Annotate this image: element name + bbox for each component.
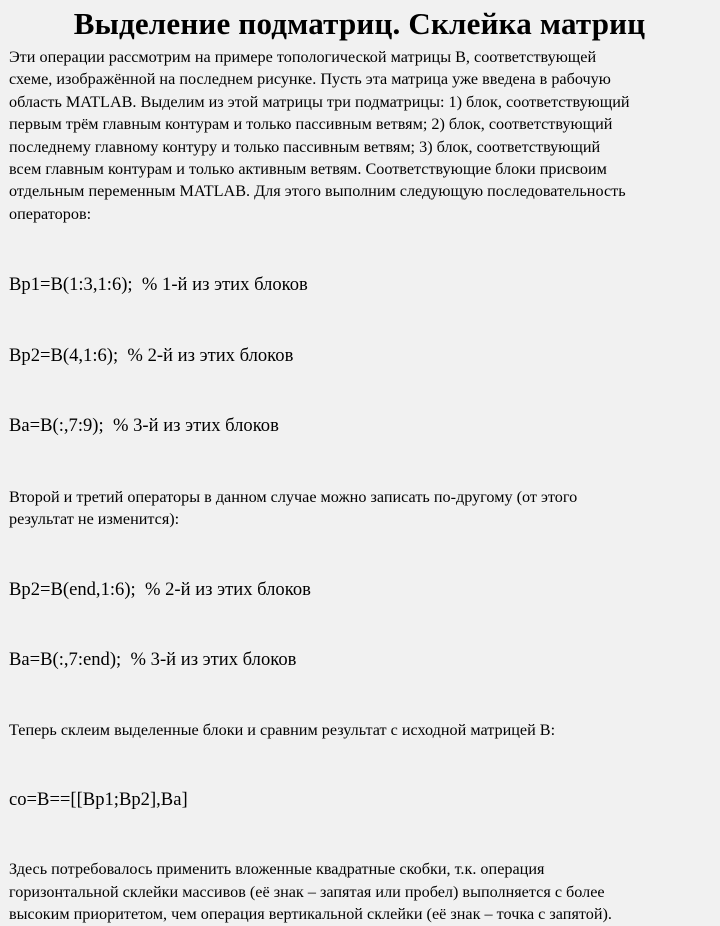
paragraph-explanation	[9, 858, 710, 925]
code-line: Bp1=B(1:3,1:6); % 1-й из этих блоков	[9, 274, 308, 296]
code-line: Ba=B(:,7:end); % 3-й из этих блоков	[9, 649, 297, 671]
code-block-end-keyword	[9, 531, 710, 719]
code-line: Bp2=B(end,1:6); % 2-й из этих блоков	[9, 578, 311, 600]
code-line: Ba=B(:,7:9); % 3-й из этих блоков	[9, 415, 279, 437]
paragraph-alternative	[9, 486, 710, 531]
text-line: Эти операции рассмотрим на примере топологической матрицы B, соответствующей	[9, 48, 597, 66]
text-line: область MATLAB. Выделим из этой матрицы три подматрицы: 1) блок, соответствующий	[9, 92, 630, 111]
text-line: последнему главному контуру и только пассивным ветвям; 3) блок, соответствующий	[9, 137, 601, 156]
code-line: co=B==[[Bp1;Bp2],Ba]	[9, 788, 188, 810]
text-line: первым трём главным контурам и только пассивным ветвям; 2) блок, соответствующий	[9, 115, 613, 134]
text-line: результат не изменится):	[9, 510, 180, 529]
text-line: отдельным переменным MATLAB. Для этого выполним следующую последовательность	[9, 182, 626, 201]
text-line: горизонтальной склейки массивов (её знак – запятая или пробел) выполняется с более	[9, 882, 605, 901]
text-line: Второй и третий операторы в данном случае можно записать по-другому (от этого	[9, 487, 578, 506]
text-line: Теперь склеим выделенные блоки и сравним результат с исходной матрицей B:	[9, 720, 556, 739]
slide-title: Выделение подматриц. Склейка матриц	[73, 6, 646, 41]
text-line: Здесь потребовалось применить вложенные квадратные скобки, т.к. операция	[9, 860, 545, 879]
text-line: высоким приоритетом, чем операция вертикальной склейки (её знак – точка с запятой).	[9, 905, 612, 924]
paragraph-concatenate	[9, 719, 710, 741]
code-block-compare	[9, 741, 710, 859]
paragraph-intro	[9, 46, 710, 225]
text-line: схеме, изображённой на последнем рисунке. Пусть эта матрица уже введена в рабочую	[9, 70, 611, 89]
text-line: операторов:	[9, 204, 92, 223]
text-line: всем главным контурам и только активным ветвям. Соответствующие блоки присвоим	[9, 160, 607, 179]
code-block-submatrices	[9, 226, 710, 485]
code-line: Bp2=B(4,1:6); % 2-й из этих блоков	[9, 344, 294, 366]
